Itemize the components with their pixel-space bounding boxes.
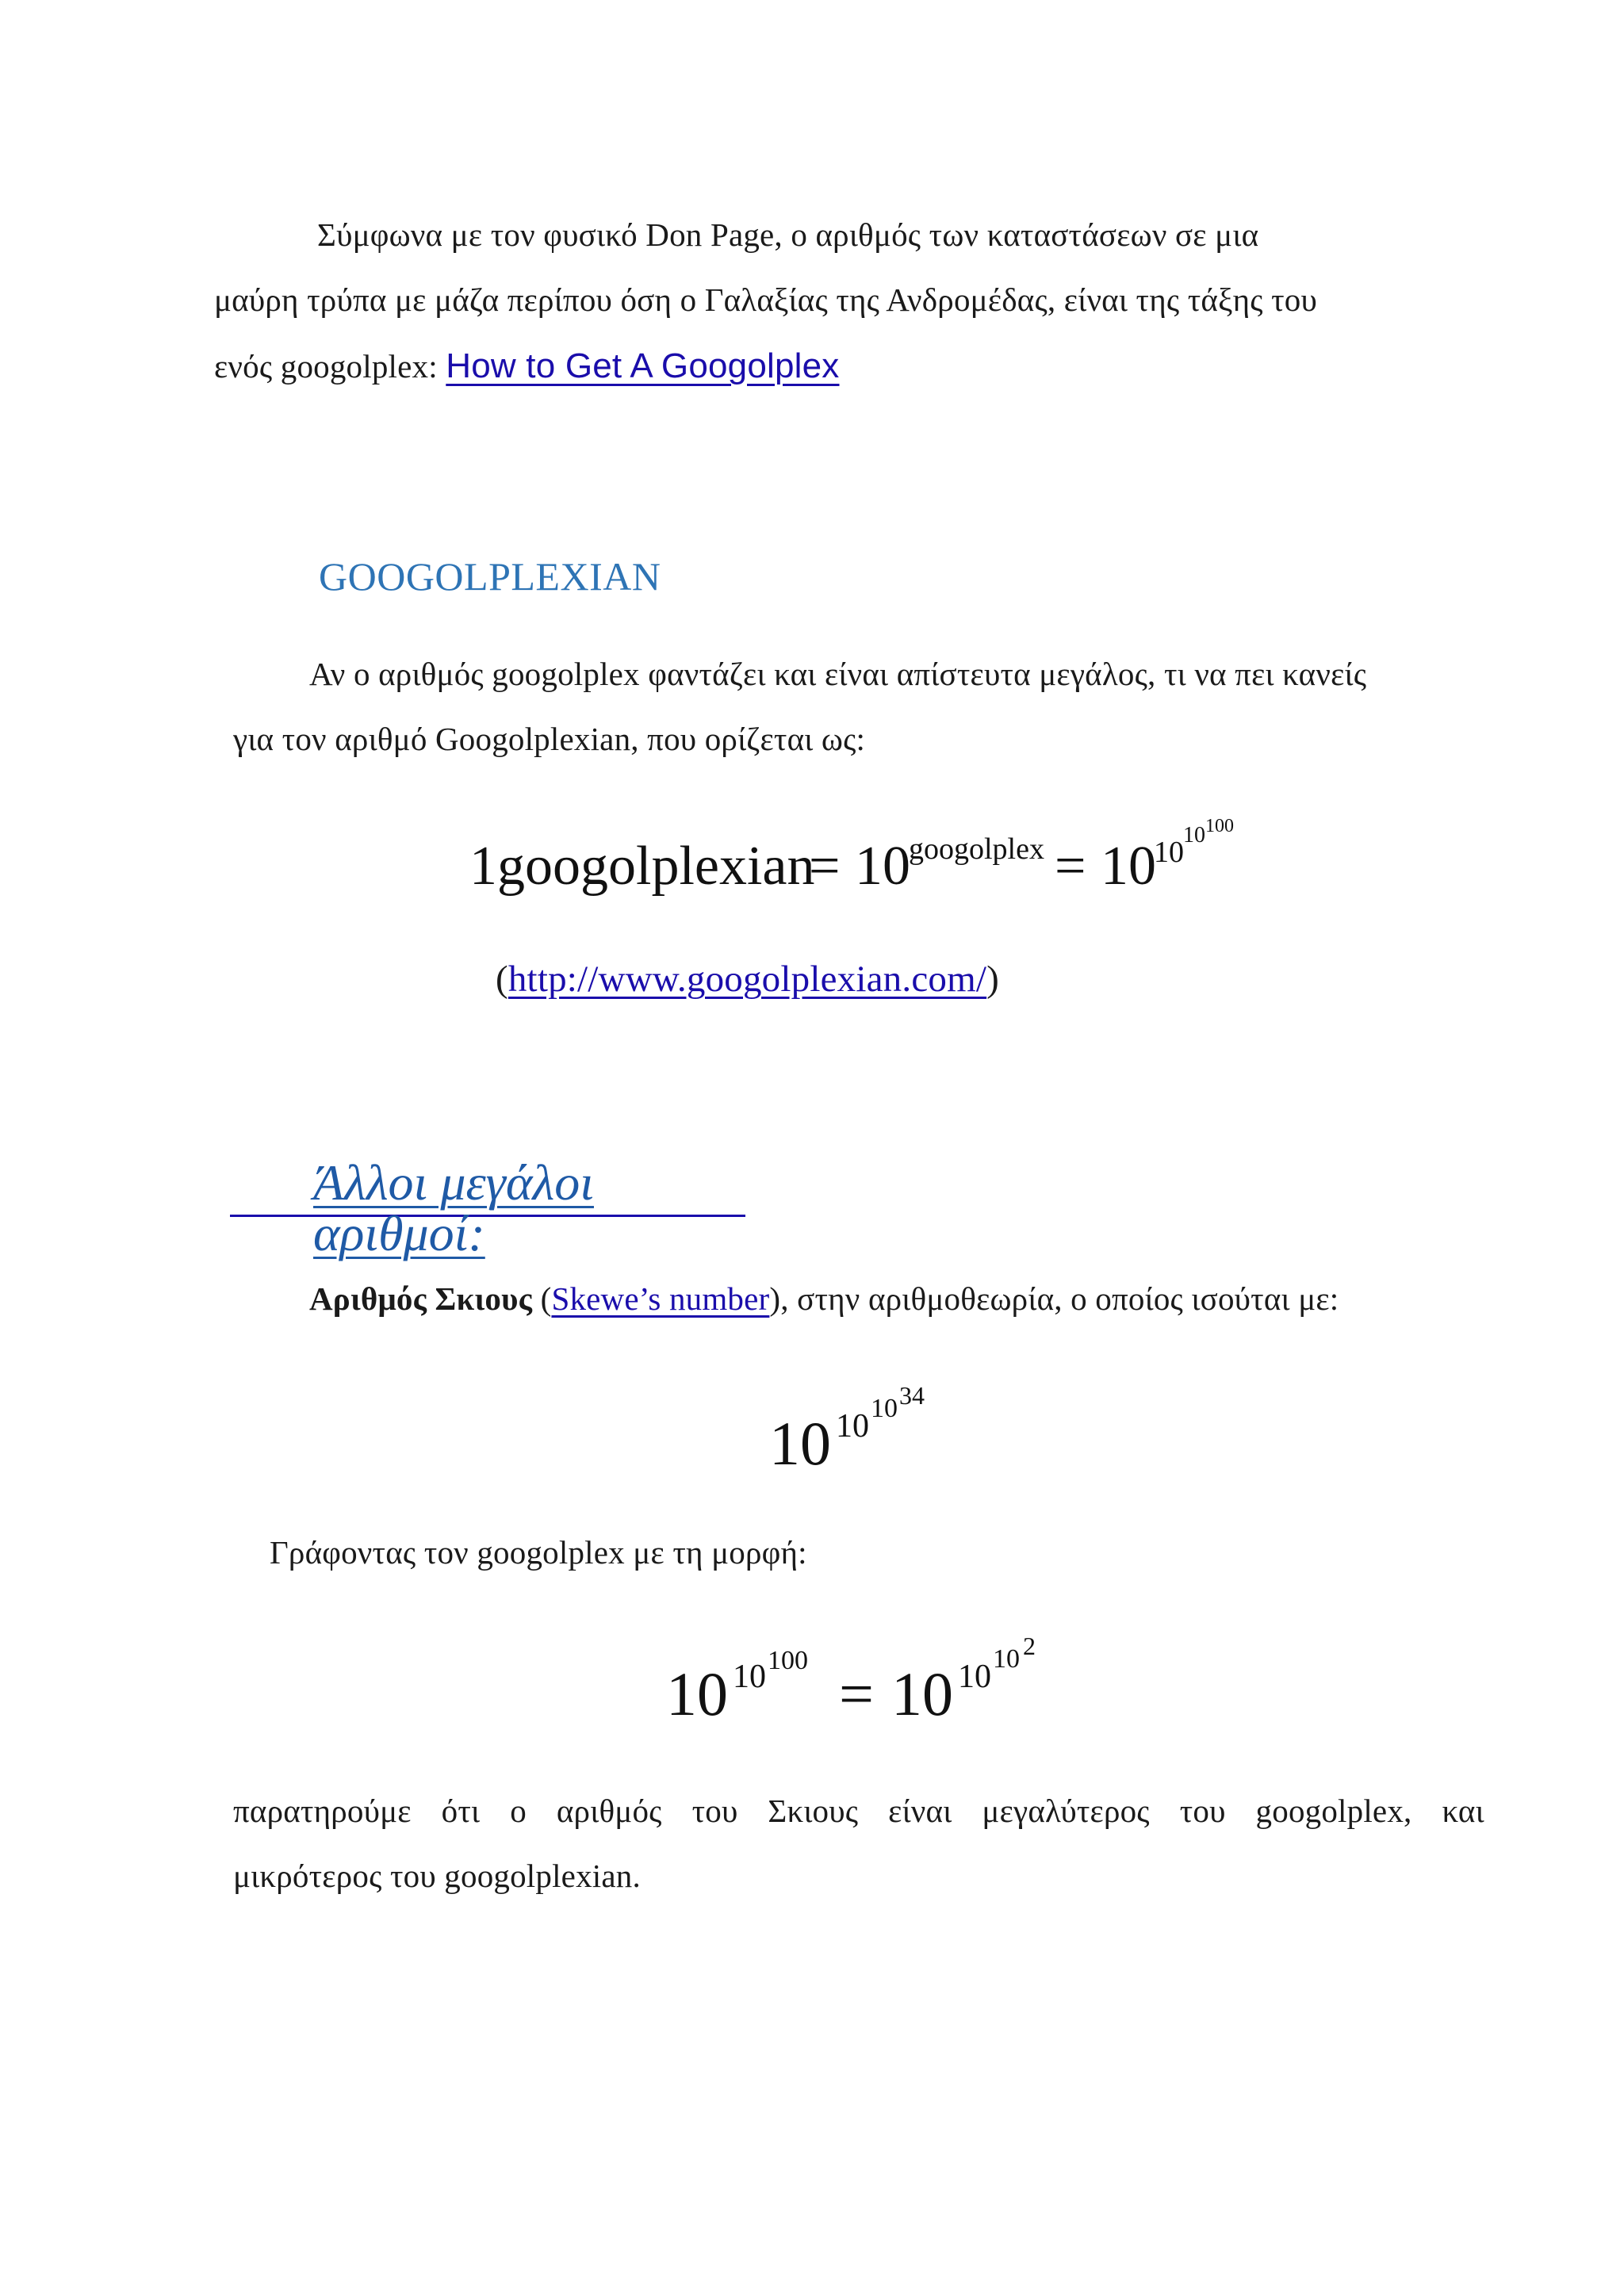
para1-line2: μαύρη τρύπα με μάζα περίπου όση ο Γαλαξίας της Ανδρομέδας, είναι της τάξης του [214, 281, 1317, 318]
eq1-exp-word: googolplex [909, 832, 1044, 866]
googolplexian-url-link[interactable]: http://www.googolplexian.com/ [508, 959, 987, 1000]
eq2-base: 10 [769, 1409, 831, 1478]
eq1-exp3: 100 [1205, 816, 1234, 836]
para5-word: ο [510, 1793, 527, 1829]
eq1-equals: = [809, 836, 841, 897]
para3-skewes [309, 1280, 1339, 1317]
para1-line3 [214, 346, 840, 385]
para5-line1 [233, 1795, 1484, 1827]
skewes-term: Αριθμός Σκιους [309, 1280, 533, 1317]
googolplexian-url-line [496, 961, 999, 998]
eq3-base-2: 10 [891, 1659, 953, 1728]
eq3-exp3: 10 [958, 1659, 991, 1695]
eq3-exp2: 100 [768, 1646, 808, 1675]
para5-word: Σκιους [768, 1793, 859, 1829]
url-close-paren: ) [986, 959, 999, 1000]
para3-open: ( [532, 1280, 552, 1317]
heading-other-large-numbers [230, 1154, 745, 1261]
eq1-base: 10 [855, 836, 910, 897]
para5-word: είναι [888, 1793, 952, 1829]
para5-word: μεγαλύτερος [982, 1793, 1150, 1829]
para5-word: googolplex, [1255, 1793, 1412, 1829]
eq3-exp5: 2 [1023, 1632, 1036, 1660]
para5-line2: μικρότερος του googolplexian. [233, 1858, 641, 1894]
para3-rest: ), στην αριθμοθεωρία, ο οποίος ισούται με: [769, 1280, 1339, 1317]
skewes-number-link[interactable]: Skewe’s number [551, 1280, 770, 1317]
eq2-exp1: 10 [836, 1408, 869, 1445]
eq1-equals-2: = [1055, 836, 1086, 897]
eq2-exp2: 10 [871, 1394, 898, 1423]
para2-line1 [309, 658, 1484, 691]
para1-line3-text: ενός googolplex: [214, 348, 446, 385]
para5-word: αριθμός [556, 1793, 662, 1829]
heading-googolplexian: GOOGOLPLEXIAN [319, 554, 661, 599]
para2-line2: για τον αριθμό Googolplexian, που ορίζεται ως: [233, 721, 866, 757]
eq3-equals: = [839, 1659, 874, 1728]
para5-word: του [691, 1793, 738, 1829]
para4-line: Γράφοντας τον googolplex με τη μορφή: [270, 1534, 807, 1571]
eq3-base: 10 [666, 1659, 728, 1728]
eq1-base-2: 10 [1101, 836, 1156, 897]
eq2-exp3: 34 [899, 1381, 925, 1410]
para1-line1: Σύμφωνα με τον φυσικό Don Page, ο αριθμός των καταστάσεων σε μια [317, 216, 1259, 253]
para5-word: ότι [441, 1793, 481, 1829]
url-open-paren: ( [496, 959, 508, 1000]
para5-word: και [1442, 1793, 1484, 1829]
eq1-exp1: 10 [1154, 836, 1184, 869]
para5-word: παρατηρούμε [233, 1793, 412, 1829]
heading-other-large-numbers-text: Άλλοι μεγάλοι αριθμοί: [313, 1154, 594, 1261]
para5-word: του [1179, 1793, 1226, 1829]
eq3-exp1: 10 [733, 1659, 766, 1695]
eq3-exp4: 10 [993, 1644, 1020, 1674]
googolplex-article-link[interactable]: How to Get A Googolplex [446, 346, 840, 385]
eq1-exp2: 10 [1183, 823, 1205, 848]
eq1-word: googolplexian [497, 836, 815, 897]
para2-line1-text: Αν ο αριθμός googolplex φαντάζει και είναι απίστευτα μεγάλος, τι να πει κανείς [309, 656, 1367, 692]
eq1-one: 1 [469, 836, 497, 897]
